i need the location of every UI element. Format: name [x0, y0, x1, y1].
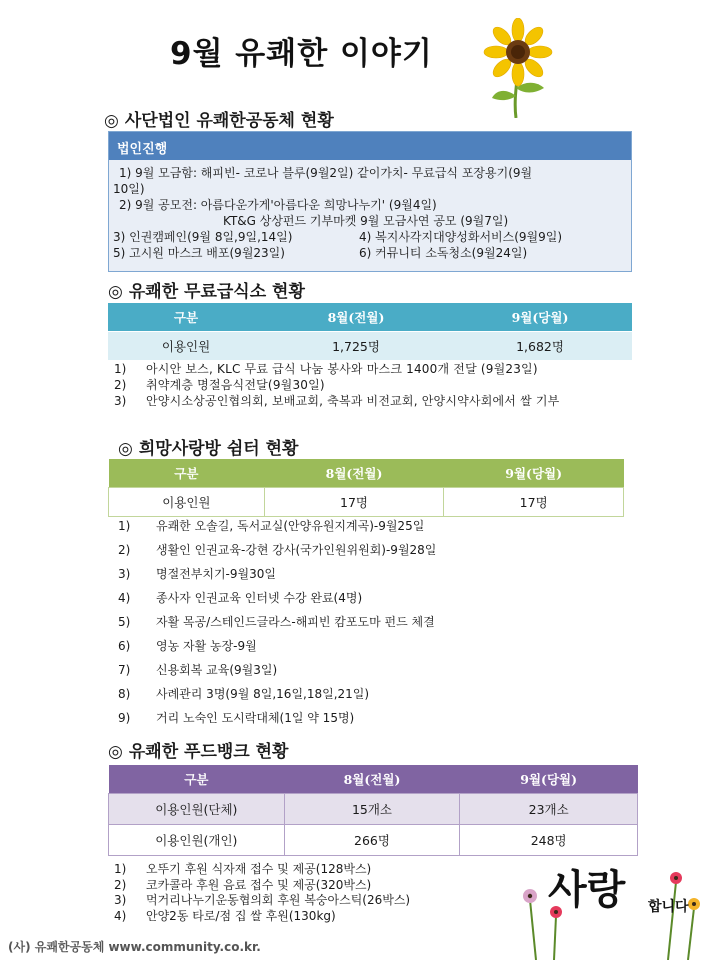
table-header: 9월(당월): [460, 765, 638, 793]
list-item: 1) 유쾌한 오솔길, 독서교실(안양유원지계곡)-9월25일: [118, 519, 425, 533]
table-header: 8월(전월): [264, 459, 444, 487]
box-line: 6) 커뮤니티 소독청소(9월24일): [359, 246, 528, 260]
table-row: [109, 824, 638, 855]
table-cell: 이용인원: [109, 487, 265, 516]
table-cell: 1,725명: [264, 331, 448, 360]
page-title: 9월 유쾌한 이야기: [170, 36, 433, 72]
corporation-box: [108, 131, 632, 272]
table-row: [108, 331, 632, 360]
box-line: 2) 9월 공모전: 아름다운가게'아름다운 희망나누기' (9월4일): [119, 198, 437, 212]
section-heading-free-meal: ◎ 유쾌한 무료급식소 현황: [108, 282, 305, 302]
table-row: [109, 793, 638, 824]
table-header: 9월(당월): [448, 303, 632, 331]
list-item: 4) 종사자 인권교육 인터넷 수강 완료(4명): [118, 591, 363, 605]
table-header: 구분: [108, 303, 264, 331]
table-cell: 15개소: [284, 793, 460, 824]
footer-text: (사) 유쾌한공동체 www.community.co.kr.: [8, 940, 261, 954]
box-line: 10일): [113, 182, 145, 196]
bullet-mark: ◎: [118, 439, 133, 459]
table-cell: 17명: [264, 487, 444, 516]
table-cell: 248명: [460, 824, 638, 855]
table-cell: 266명: [284, 824, 460, 855]
list-item: 3) 먹거리나누기운동협의회 후원 복숭아스틱(26박스): [114, 893, 411, 907]
table-header: 8월(전월): [264, 303, 448, 331]
list-item: 6) 영농 자활 농장-9월: [118, 639, 257, 653]
bullet-mark: ◎: [108, 742, 123, 762]
table-cell: 이용인원(단체): [109, 793, 285, 824]
list-item: 1) 오뚜기 후원 식자재 접수 및 제공(128박스): [114, 862, 372, 876]
box-line: KT&G 상상펀드 기부마켓 9월 모금사연 공모 (9월7일): [223, 214, 509, 228]
box-line: 3) 인권캠페인(9월 8일,9일,14일): [113, 230, 293, 244]
table-header: 8월(전월): [284, 765, 460, 793]
sunflower-icon: [478, 18, 558, 118]
bullet-mark: ◎: [104, 111, 119, 131]
shelter-table: [108, 459, 624, 517]
list-item: 3) 안양시소상공인협의회, 보배교회, 축복과 비전교회, 안양시약사회에서 쌀 기부: [114, 394, 560, 408]
free-meal-list: [110, 361, 630, 409]
free-meal-table: [108, 303, 632, 360]
list-item: 2) 코카콜라 후원 음료 접수 및 제공(320박스): [114, 877, 372, 892]
table-cell: 이용인원: [108, 331, 264, 360]
table-row: [109, 487, 624, 516]
table-cell: 1,682명: [448, 331, 632, 360]
section-heading-corporation: ◎ 사단법인 유쾌한공동체 현황: [104, 111, 334, 131]
list-item: 4) 안양2동 타로/점 집 쌀 후원(130kg): [114, 908, 336, 923]
table-header: 구분: [109, 765, 285, 793]
section-heading-shelter: ◎ 희망사랑방 쉼터 현황: [118, 439, 299, 459]
table-header: 구분: [109, 459, 265, 487]
box-header: 법인진행: [109, 132, 631, 160]
list-item: 9) 거리 노숙인 도시락대체(1일 약 15명): [118, 711, 355, 725]
box-line: 5) 고시원 마스크 배포(9월23일): [113, 246, 285, 260]
list-item: 2) 생활인 인권교육-강현 강사(국가인원위원회)-9월28일: [118, 543, 437, 557]
list-item: 7) 신용회복 교육(9월3일): [118, 663, 278, 677]
list-item: 8) 사례관리 3명(9월 8일,16일,18일,21일): [118, 687, 370, 701]
table-cell: 이용인원(개인): [109, 824, 285, 855]
box-line: 4) 복지사각지대양성화서비스(9월9일): [359, 230, 563, 244]
list-item: 5) 자활 목공/스테인드글라스-해피빈 캄포도마 펀드 체결: [118, 615, 435, 629]
list-item: 2) 취약계층 명절음식전달(9월30일): [114, 378, 325, 392]
table-cell: 23개소: [460, 793, 638, 824]
love-word: 사랑: [548, 866, 626, 913]
table-cell: 17명: [444, 487, 624, 516]
love-word-suffix: 합니다: [648, 899, 689, 915]
food-bank-table: [108, 765, 638, 856]
list-item: 1) 아시안 보스, KLC 무료 급식 나눔 봉사와 마스크 1400개 전달 (9월23일): [114, 362, 538, 376]
table-header: 9월(당월): [444, 459, 624, 487]
list-item: 3) 명절전부치기-9월30일: [118, 567, 276, 581]
box-line: 1) 9월 모금함: 해피빈- 코로나 블루(9월2일) 같이가치- 무료급식 포장용기(9월: [119, 166, 533, 180]
food-bank-list: [110, 862, 410, 924]
shelter-list: [110, 514, 436, 730]
bullet-mark: ◎: [108, 282, 123, 302]
section-heading-food-bank: ◎ 유쾌한 푸드뱅크 현황: [108, 742, 289, 762]
